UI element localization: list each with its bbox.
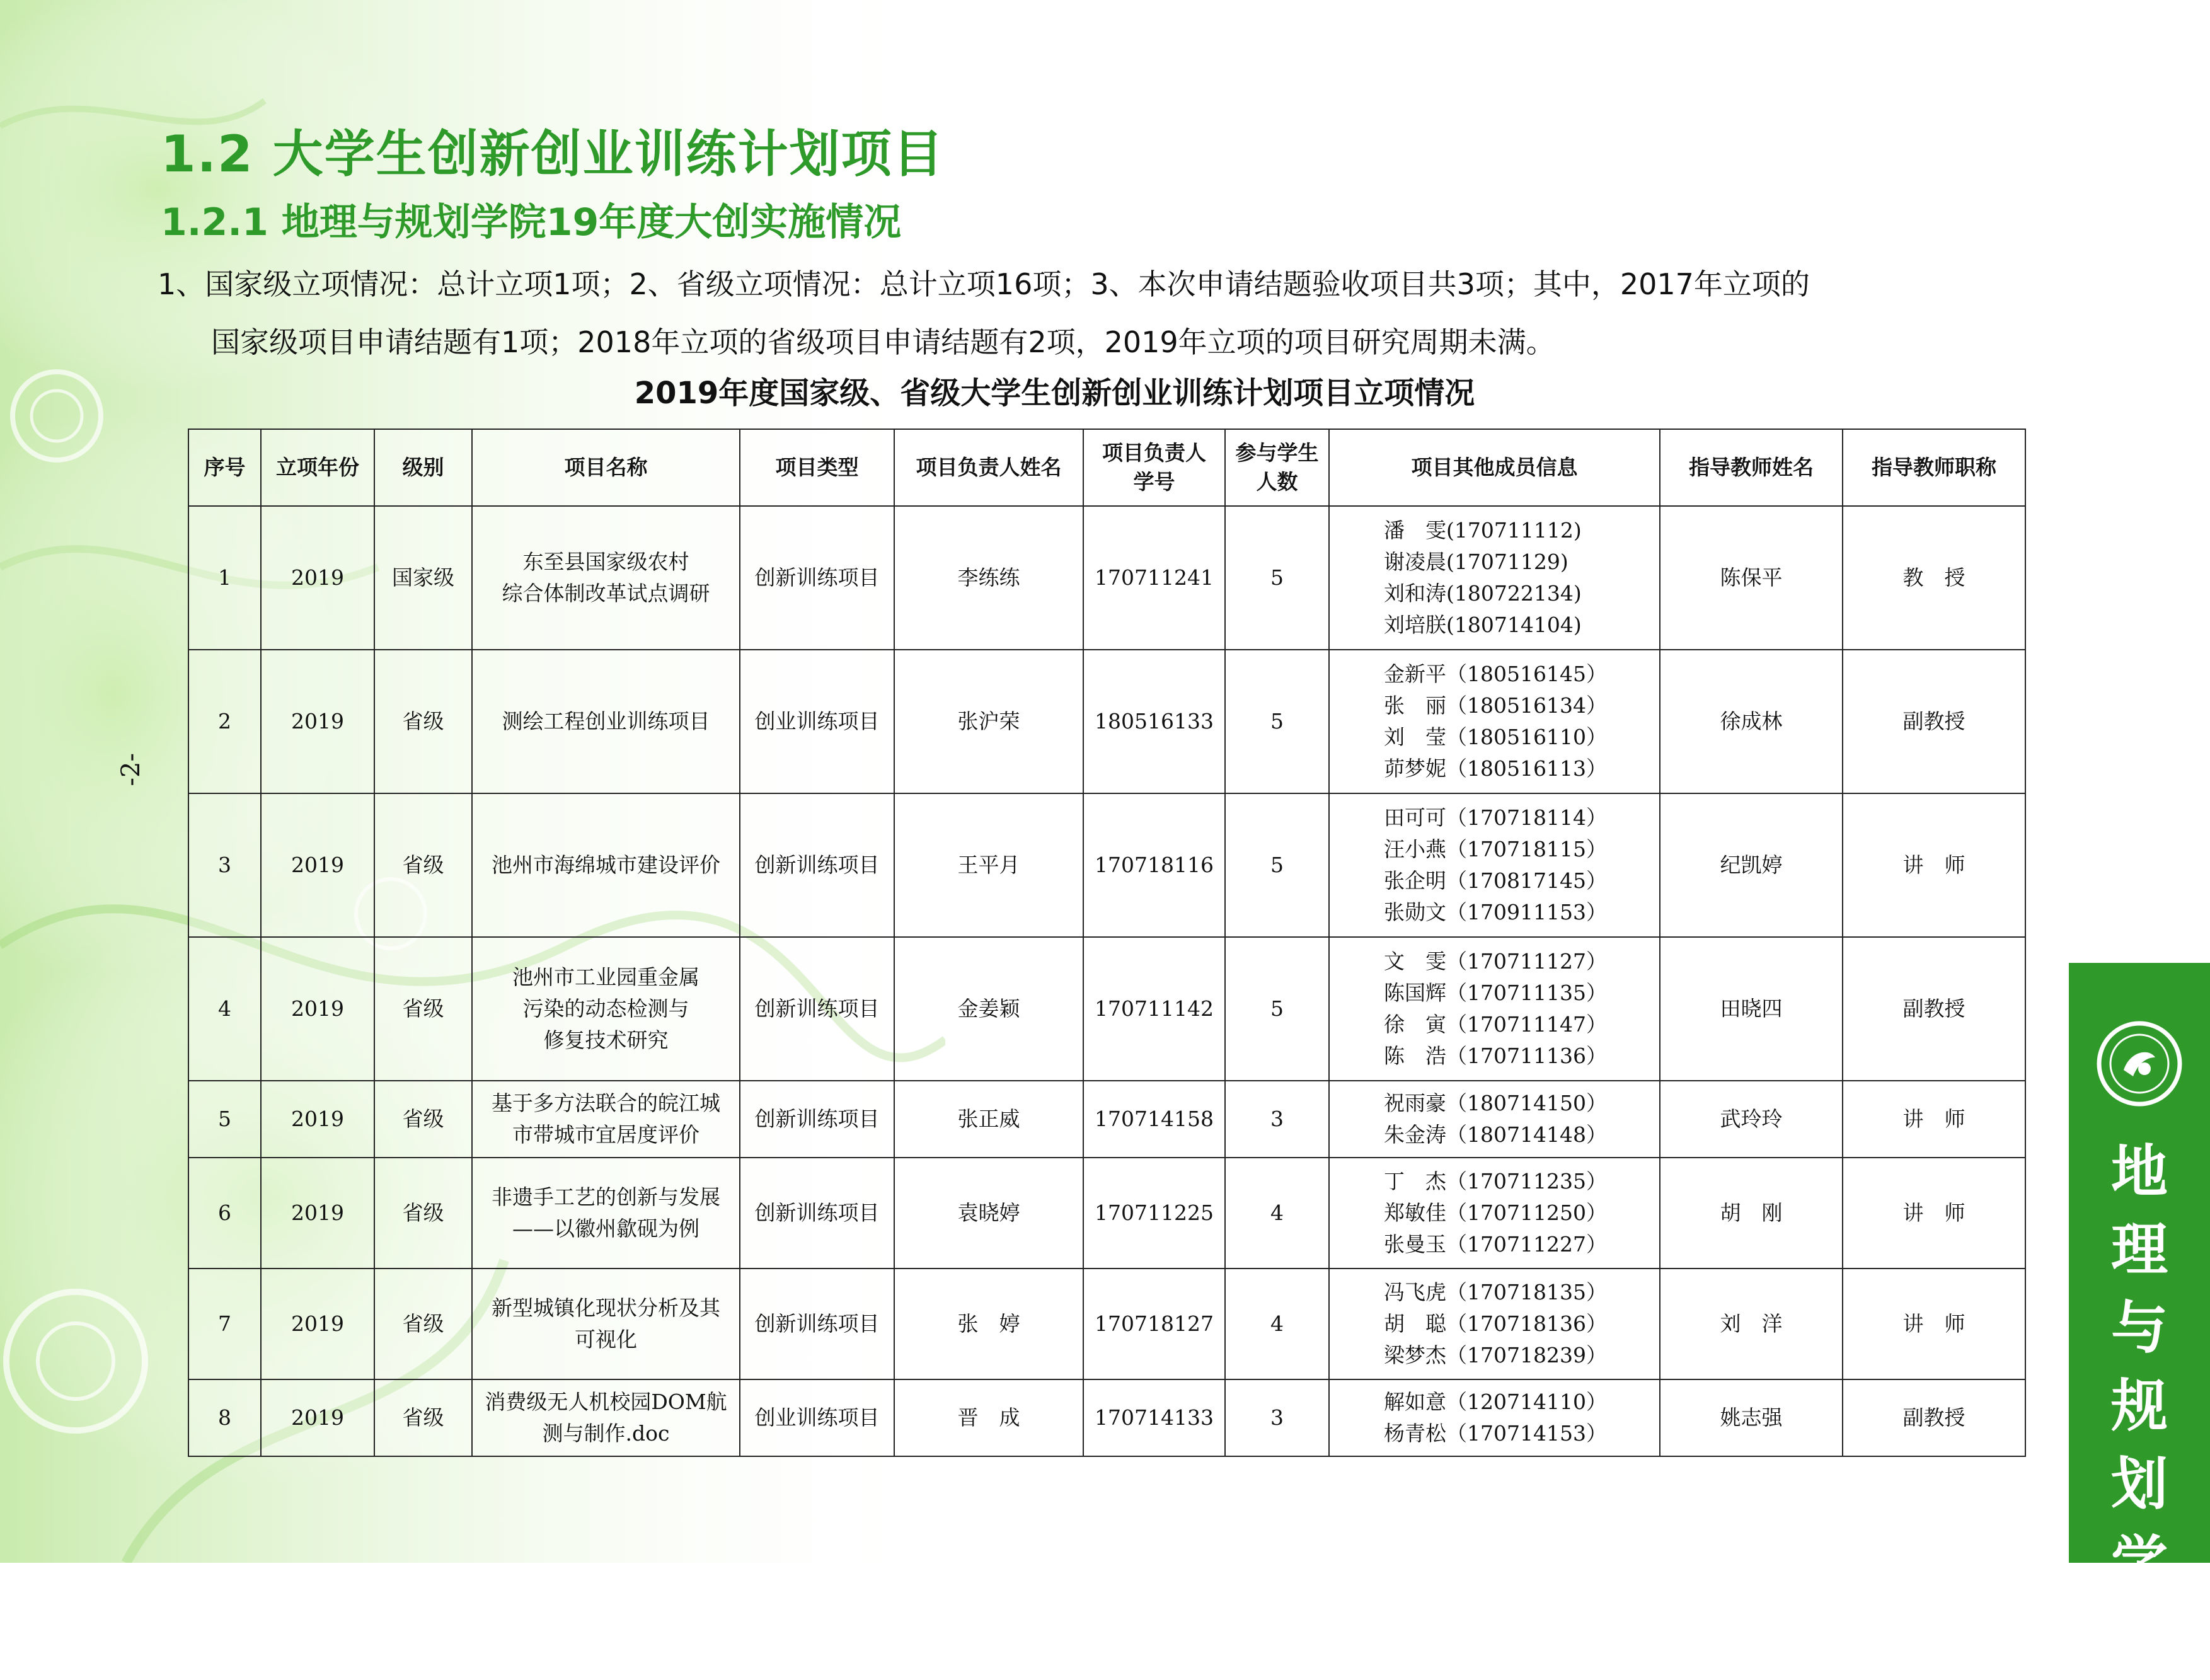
project-type-cell: 创新训练项目 [740, 1158, 894, 1269]
row-year-cell: 2019 [261, 1269, 374, 1379]
member-list-cell [1329, 1269, 1660, 1379]
advisor-name-cell: 武玲玲 [1660, 1081, 1843, 1158]
row-number-cell: 8 [188, 1379, 261, 1456]
member-list-line: 茆梦妮（180516113） [1384, 756, 1607, 781]
member-list-cell [1329, 1081, 1660, 1158]
row-year-cell: 2019 [261, 1158, 374, 1269]
student-count-cell: 3 [1225, 1081, 1329, 1158]
student-count-cell: 3 [1225, 1379, 1329, 1456]
member-list-line: 刘培朕(180714104) [1384, 613, 1582, 637]
row-number-cell: 4 [188, 937, 261, 1081]
row-year-cell: 2019 [261, 1379, 374, 1456]
column-header-text: 人数 [1256, 469, 1298, 494]
column-header [1083, 429, 1225, 506]
project-type-cell: 创新训练项目 [740, 793, 894, 937]
member-list-line: 刘 莹（180516110） [1384, 725, 1607, 749]
project-name-line: ——以徽州歙砚为例 [512, 1216, 699, 1241]
table-header-row [188, 429, 2025, 506]
subsection-heading: 1.2.1 地理与规划学院19年度大创实施情况 [161, 200, 902, 245]
project-type-cell: 创业训练项目 [740, 650, 894, 793]
row-level-cell: 国家级 [374, 506, 472, 650]
advisor-name-cell: 刘 洋 [1660, 1269, 1843, 1379]
member-list-line: 张企明（170817145） [1384, 868, 1607, 893]
row-level-cell: 省级 [374, 937, 472, 1081]
column-header [1225, 429, 1329, 506]
advisor-title-cell: 讲 师 [1843, 1081, 2025, 1158]
intro-line-1: 1、国家级立项情况：总计立项1项；2、省级立项情况：总计立项16项；3、本次申请结题验收项目共3项；其中，2017年立项的 [158, 267, 1810, 301]
row-number-cell: 6 [188, 1158, 261, 1269]
student-count-cell: 5 [1225, 793, 1329, 937]
table-row [188, 506, 2025, 650]
member-list-line: 金新平（180516145） [1384, 662, 1607, 686]
member-list-cell [1329, 506, 1660, 650]
member-list-line: 冯飞虎（170718135） [1384, 1280, 1607, 1304]
row-year-cell: 2019 [261, 793, 374, 937]
member-list-line: 文 雯（170711127） [1384, 949, 1607, 974]
project-name-line: 基于多方法联合的皖江城 [492, 1091, 720, 1115]
project-name-cell [472, 793, 740, 937]
member-list-cell [1329, 793, 1660, 937]
leader-name-cell: 袁晓婷 [894, 1158, 1083, 1269]
student-count-cell: 4 [1225, 1158, 1329, 1269]
row-level-cell: 省级 [374, 1081, 472, 1158]
leader-id-cell: 170711142 [1083, 937, 1225, 1081]
row-number-cell: 5 [188, 1081, 261, 1158]
project-name-cell [472, 506, 740, 650]
member-list-line: 陈 浩（170711136） [1384, 1044, 1607, 1068]
student-count-cell: 5 [1225, 937, 1329, 1081]
column-header-text: 参与学生 [1235, 440, 1319, 465]
project-type-cell: 创新训练项目 [740, 506, 894, 650]
column-header-text: 级别 [402, 455, 444, 480]
college-side-tab [2069, 963, 2210, 1674]
college-name-char: 理 [2111, 1217, 2168, 1283]
intro-line-2: 国家级项目申请结题有1项；2018年立项的省级项目申请结题有2项，2019年立项的项目研究周期未满。 [211, 325, 1555, 359]
row-number-cell: 7 [188, 1269, 261, 1379]
member-list-line: 张曼玉（170711227） [1384, 1232, 1607, 1257]
college-name-char: 规 [2111, 1373, 2168, 1439]
project-name-line: 测绘工程创业训练项目 [502, 709, 710, 734]
college-name-char: 院 [2111, 1608, 2168, 1674]
member-list-line: 丁 杰（170711235） [1384, 1169, 1607, 1194]
college-name-vertical [2069, 1133, 2210, 1674]
project-name-line: 污染的动态检测与 [522, 996, 689, 1021]
column-header-text: 项目负责人姓名 [916, 455, 1062, 480]
table-row [188, 937, 2025, 1081]
column-header-text: 指导教师职称 [1872, 455, 1996, 480]
leader-id-cell: 180516133 [1083, 650, 1225, 793]
project-name-line: 消费级无人机校园DOM航 [485, 1389, 727, 1414]
member-list-cell [1329, 1379, 1660, 1456]
advisor-title-cell: 副教授 [1843, 650, 2025, 793]
project-name-cell [472, 1158, 740, 1269]
member-list-cell [1329, 1158, 1660, 1269]
table-row [188, 650, 2025, 793]
project-name-line: 非遗手工艺的创新与发展 [492, 1185, 720, 1209]
advisor-name-cell: 纪凯婷 [1660, 793, 1843, 937]
member-list-line: 胡 聪（170718136） [1384, 1311, 1607, 1336]
project-type-cell: 创新训练项目 [740, 1081, 894, 1158]
project-name-cell [472, 937, 740, 1081]
table-body [188, 506, 2025, 1456]
leader-id-cell: 170718116 [1083, 793, 1225, 937]
row-level-cell: 省级 [374, 650, 472, 793]
member-list-line: 解如意（120714110） [1384, 1389, 1607, 1414]
table-row [188, 793, 2025, 937]
advisor-name-cell: 田晓四 [1660, 937, 1843, 1081]
project-name-cell [472, 1269, 740, 1379]
column-header [894, 429, 1083, 506]
row-number-cell: 2 [188, 650, 261, 793]
row-year-cell: 2019 [261, 506, 374, 650]
row-year-cell: 2019 [261, 1081, 374, 1158]
advisor-title-cell: 讲 师 [1843, 793, 2025, 937]
leader-name-cell: 金姜颖 [894, 937, 1083, 1081]
leader-name-cell: 张正威 [894, 1081, 1083, 1158]
member-list-cell [1329, 937, 1660, 1081]
college-name-char: 划 [2111, 1451, 2168, 1517]
leader-id-cell: 170711241 [1083, 506, 1225, 650]
column-header [188, 429, 261, 506]
leader-name-cell: 张沪荣 [894, 650, 1083, 793]
column-header [261, 429, 374, 506]
advisor-title-cell: 副教授 [1843, 1379, 2025, 1456]
row-level-cell: 省级 [374, 1158, 472, 1269]
project-type-cell: 创新训练项目 [740, 937, 894, 1081]
row-number-cell: 3 [188, 793, 261, 937]
table-row [188, 1081, 2025, 1158]
member-list-line: 杨青松（170714153） [1384, 1421, 1607, 1446]
project-type-cell: 创业训练项目 [740, 1379, 894, 1456]
member-list-line: 谢凌晨(17071129) [1384, 549, 1568, 574]
member-list-line: 陈国辉（170711135） [1384, 981, 1607, 1005]
project-name-line: 可视化 [575, 1327, 637, 1352]
column-header-text: 学号 [1133, 469, 1175, 494]
leader-name-cell: 张 婷 [894, 1269, 1083, 1379]
leader-id-cell: 170714158 [1083, 1081, 1225, 1158]
row-number-cell: 1 [188, 506, 261, 650]
member-list-line: 朱金涛（180714148） [1384, 1122, 1607, 1147]
advisor-title-cell: 副教授 [1843, 937, 2025, 1081]
project-name-line: 综合体制改革试点调研 [502, 581, 710, 606]
project-name-line: 市带城市宜居度评价 [512, 1122, 699, 1147]
column-header-text: 项目负责人 [1102, 440, 1206, 465]
row-level-cell: 省级 [374, 1269, 472, 1379]
member-list-line: 汪小燕（170718115） [1384, 837, 1607, 861]
advisor-title-cell: 教 授 [1843, 506, 2025, 650]
project-name-line: 池州市海绵城市建设评价 [492, 853, 720, 877]
column-header [472, 429, 740, 506]
column-header [374, 429, 472, 506]
column-header-text: 序号 [204, 455, 246, 480]
table-row [188, 1379, 2025, 1456]
member-list-line: 梁梦杰（170718239） [1384, 1343, 1607, 1367]
project-name-cell [472, 1379, 740, 1456]
college-name-char: 地 [2111, 1139, 2168, 1205]
advisor-name-cell: 徐成林 [1660, 650, 1843, 793]
leader-id-cell: 170711225 [1083, 1158, 1225, 1269]
section-heading: 1.2 大学生创新创业训练计划项目 [161, 125, 945, 183]
table-title: 2019年度国家级、省级大学生创新创业训练计划项目立项情况 [634, 376, 1475, 411]
project-name-line: 修复技术研究 [543, 1028, 669, 1052]
intro-paragraph [158, 255, 2080, 371]
table-row [188, 1158, 2025, 1269]
project-name-line: 池州市工业园重金属 [512, 965, 699, 989]
college-emblem-icon [2095, 1020, 2184, 1108]
advisor-title-cell: 讲 师 [1843, 1158, 2025, 1269]
project-type-cell: 创新训练项目 [740, 1269, 894, 1379]
member-list-line: 张 丽（180516134） [1384, 693, 1607, 718]
row-level-cell: 省级 [374, 793, 472, 937]
college-name-char: 与 [2111, 1295, 2168, 1361]
student-count-cell: 5 [1225, 506, 1329, 650]
student-count-cell: 5 [1225, 650, 1329, 793]
project-name-cell [472, 1081, 740, 1158]
leader-name-cell: 王平月 [894, 793, 1083, 937]
column-header-text: 指导教师姓名 [1689, 455, 1814, 480]
leader-name-cell: 李练练 [894, 506, 1083, 650]
member-list-line: 郑敏佳（170711250） [1384, 1200, 1607, 1225]
member-list-line: 刘和涛(180722134) [1384, 581, 1582, 606]
member-list-line: 祝雨豪（180714150） [1384, 1091, 1607, 1115]
column-header-text: 项目类型 [775, 455, 859, 480]
row-year-cell: 2019 [261, 937, 374, 1081]
column-header [1843, 429, 2025, 506]
table-row [188, 1269, 2025, 1379]
member-list-line: 潘 雯(170711112) [1384, 518, 1582, 543]
member-list-line: 徐 寅（170711147） [1384, 1012, 1607, 1037]
project-name-cell [472, 650, 740, 793]
column-header-text: 项目其他成员信息 [1411, 455, 1578, 480]
leader-name-cell: 晋 成 [894, 1379, 1083, 1456]
page-number: -2- [117, 753, 146, 786]
advisor-title-cell: 讲 师 [1843, 1269, 2025, 1379]
advisor-name-cell: 姚志强 [1660, 1379, 1843, 1456]
college-name-char: 学 [2111, 1529, 2168, 1596]
leader-id-cell: 170718127 [1083, 1269, 1225, 1379]
row-year-cell: 2019 [261, 650, 374, 793]
column-header [1329, 429, 1660, 506]
advisor-name-cell: 胡 刚 [1660, 1158, 1843, 1269]
student-count-cell: 4 [1225, 1269, 1329, 1379]
advisor-name-cell: 陈保平 [1660, 506, 1843, 650]
leader-id-cell: 170714133 [1083, 1379, 1225, 1456]
column-header [740, 429, 894, 506]
column-header-text: 立项年份 [276, 455, 359, 480]
member-list-line: 田可可（170718114） [1384, 805, 1607, 830]
project-name-line: 东至县国家级农村 [522, 549, 689, 574]
projects-table [188, 429, 2026, 1457]
project-name-line: 测与制作.doc [542, 1421, 670, 1446]
project-name-line: 新型城镇化现状分析及其 [492, 1296, 720, 1320]
row-level-cell: 省级 [374, 1379, 472, 1456]
column-header [1660, 429, 1843, 506]
member-list-cell [1329, 650, 1660, 793]
column-header-text: 项目名称 [564, 455, 648, 480]
member-list-line: 张勋文（170911153） [1384, 900, 1607, 924]
